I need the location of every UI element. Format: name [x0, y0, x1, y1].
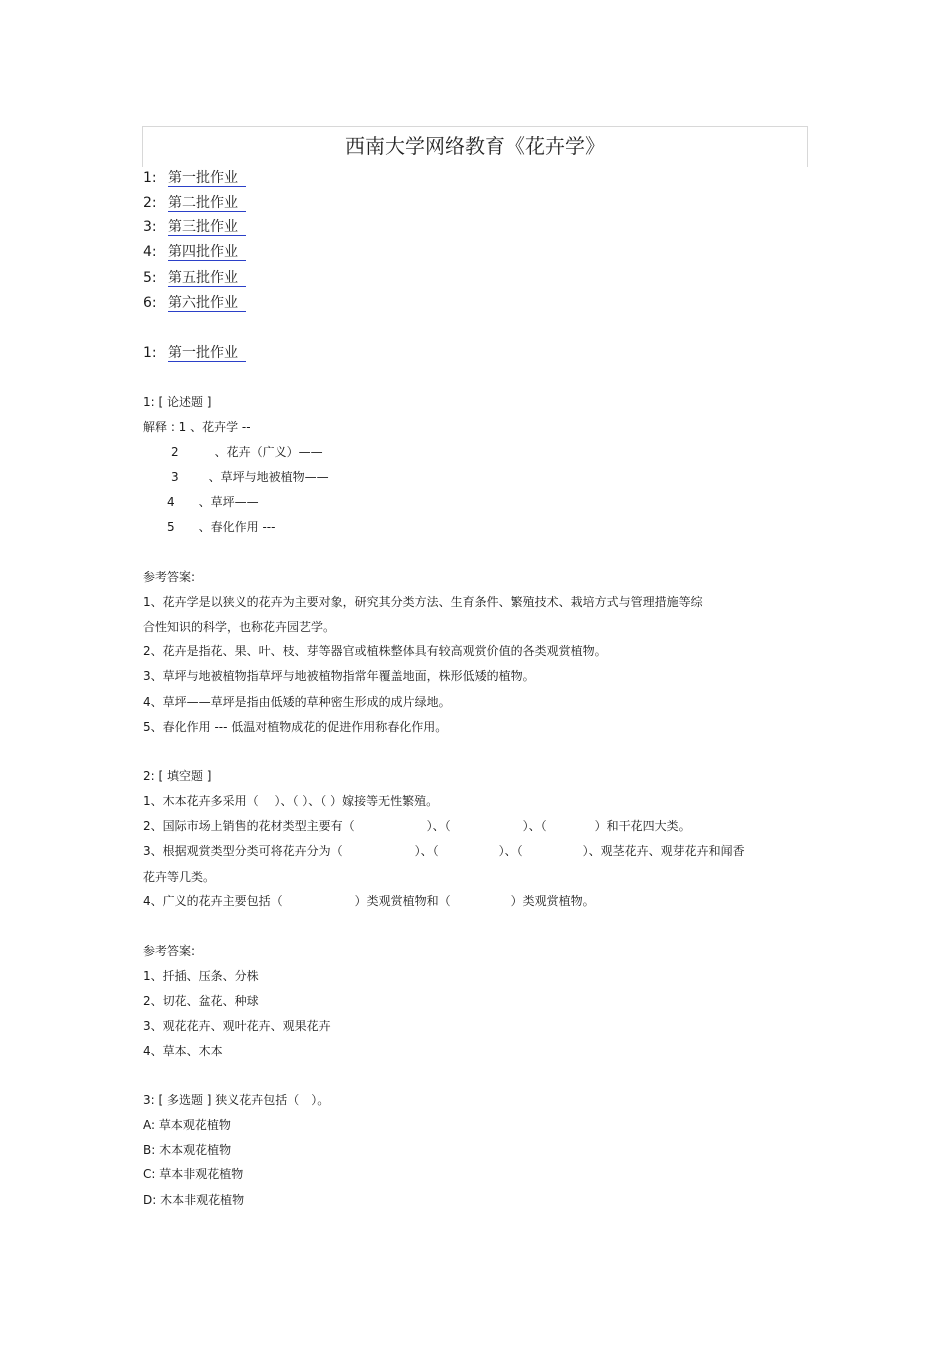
- q2-answer: 3、观花花卉、观叶花卉、观果花卉: [143, 1019, 331, 1033]
- q1-item: 4 、草坪——: [167, 495, 259, 509]
- q2-line: 花卉等几类。: [143, 870, 216, 884]
- q3-option-c[interactable]: C: 草本非观花植物: [143, 1167, 244, 1181]
- q1-item: 5 、春化作用 ---: [167, 520, 276, 534]
- section-heading-link[interactable]: 第一批作业: [168, 345, 246, 362]
- q2-line: 1、木本花卉多采用（ ）、（ ）、（ ）嫁接等无性繁殖。: [143, 794, 439, 808]
- q2-line: 2、国际市场上销售的花材类型主要有（ ）、（ ）、（ ）和干花四大类。: [143, 819, 691, 833]
- nav-item-6[interactable]: 6: 第六批作业: [143, 295, 246, 311]
- q2-answer: 2、切花、盆花、种球: [143, 994, 259, 1008]
- q1-answer: 合性知识的科学，也称花卉园艺学。: [143, 620, 336, 634]
- q2-answer: 1、扦插、压条、分株: [143, 969, 259, 983]
- nav-item-3[interactable]: 3: 第三批作业: [143, 219, 246, 235]
- section-heading[interactable]: 1: 第一批作业: [143, 345, 246, 361]
- q3-header: 3: [ 多选题 ] 狭义花卉包括（ ）。: [143, 1093, 330, 1107]
- q2-line: 4、广义的花卉主要包括（ ）类观赏植物和（ ）类观赏植物。: [143, 894, 595, 908]
- title-box: [142, 126, 808, 167]
- q1-answer: 4、草坪——草坪是指由低矮的草种密生形成的成片绿地。: [143, 695, 451, 709]
- nav-item-1[interactable]: 1: 第一批作业: [143, 170, 246, 186]
- q3-option-a[interactable]: A: 草本观花植物: [143, 1118, 231, 1132]
- q1-intro: 解释 : 1 、花卉学 --: [143, 420, 251, 434]
- q1-header: 1: [ 论述题 ]: [143, 395, 212, 409]
- nav-item-2[interactable]: 2: 第二批作业: [143, 195, 246, 211]
- nav-link-3[interactable]: 第三批作业: [168, 219, 246, 236]
- q1-answer-label: 参考答案:: [143, 570, 196, 584]
- q2-header: 2: [ 填空题 ]: [143, 769, 212, 783]
- q3-option-b[interactable]: B: 木本观花植物: [143, 1143, 232, 1157]
- q2-answer-label: 参考答案:: [143, 944, 196, 958]
- q1-item: 2 、花卉（广义）——: [171, 445, 323, 459]
- page-title: 西南大学网络教育《花卉学》: [345, 134, 605, 158]
- nav-link-5[interactable]: 第五批作业: [168, 270, 246, 287]
- nav-item-5[interactable]: 5: 第五批作业: [143, 270, 246, 286]
- q2-answer: 4、草本、木本: [143, 1044, 223, 1058]
- q1-answer: 3、草坪与地被植物指草坪与地被植物指常年覆盖地面，株形低矮的植物。: [143, 669, 535, 683]
- nav-link-2[interactable]: 第二批作业: [168, 195, 246, 212]
- nav-link-6[interactable]: 第六批作业: [168, 295, 246, 312]
- q3-option-d[interactable]: D: 木本非观花植物: [143, 1193, 245, 1207]
- q1-answer: 1、花卉学是以狭义的花卉为主要对象，研究其分类方法、生育条件、繁殖技术、栽培方式与管理措施等综: [143, 595, 703, 609]
- q2-line: 3、根据观赏类型分类可将花卉分为（ ）、（ ）、（ ）、观茎花卉、观芽花卉和闻香: [143, 844, 745, 858]
- nav-link-4[interactable]: 第四批作业: [168, 244, 246, 261]
- q1-answer: 2、花卉是指花、果、叶、枝、芽等器官或植株整体具有较高观赏价值的各类观赏植物。: [143, 644, 607, 658]
- q1-item: 3 、草坪与地被植物——: [171, 470, 329, 484]
- nav-link-1[interactable]: 第一批作业: [168, 170, 246, 187]
- q1-answer: 5、春化作用 --- 低温对植物成花的促进作用称春化作用。: [143, 720, 448, 734]
- nav-item-4[interactable]: 4: 第四批作业: [143, 244, 246, 260]
